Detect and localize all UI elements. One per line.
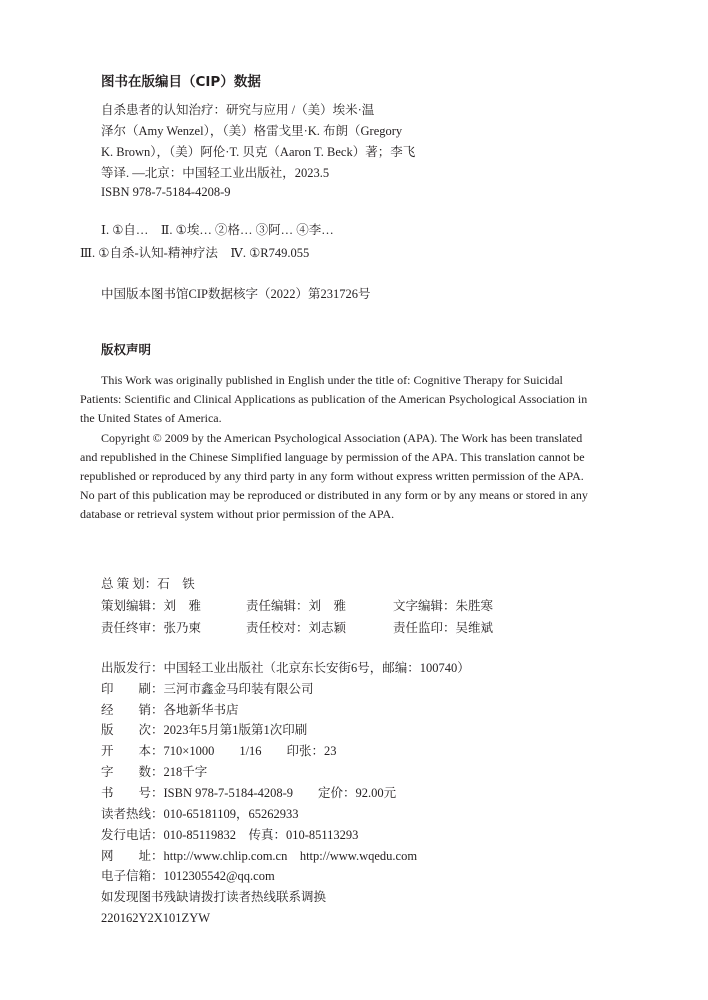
print-code: 220162Y2X101ZYW: [101, 911, 211, 925]
cip-entry-line: 自杀患者的认知治疗：研究与应用 /（美）埃米·温: [101, 103, 375, 117]
pub-row-printer: [101, 681, 314, 697]
copyright-text-line: the United States of America.: [80, 411, 222, 425]
responsible-editor: 责任编辑：刘 雅: [246, 599, 347, 613]
planning-editor: 策划编辑：刘 雅: [101, 599, 202, 613]
pub-label: 发行电话：: [101, 828, 164, 842]
production-supervisor: 责任监印：吴维斌: [393, 621, 494, 635]
pub-label: 印 刷：: [101, 682, 164, 696]
pub-label: 开 本：: [101, 744, 164, 758]
pub-row-edition: [101, 722, 307, 738]
pub-row-distributor: [101, 702, 239, 718]
pub-label: 字 数：: [101, 765, 164, 779]
pub-label: 经 销：: [101, 703, 164, 717]
cip-number: 中国版本图书馆CIP数据核字（2022）第231726号: [101, 287, 371, 301]
copyright-text-line: database or retrieval system without prior permission of the APA.: [80, 507, 395, 521]
pub-label: 出版发行：: [101, 661, 164, 675]
cip-heading: 图书在版编目（CIP）数据: [101, 74, 261, 90]
copyright-text-line: republished or reproduced by any third party in any form without express written permission of the APA.: [80, 469, 584, 483]
pub-value: 010-65181109，65262933: [163, 807, 299, 821]
pub-label: 书 号：: [101, 786, 164, 800]
pub-row-website: [101, 848, 417, 864]
copy-editor: 文字编辑：朱胜寒: [393, 599, 494, 613]
cip-classification-line: Ⅰ. ①自… Ⅱ. ①埃… ②格… ③阿… ④李…: [101, 223, 334, 237]
pub-row-isbn-price: [101, 785, 396, 801]
pub-value: 三河市鑫金马印装有限公司: [163, 682, 314, 696]
final-reviewer: 责任终审：张乃柬: [101, 621, 202, 635]
pub-value: 010-85119832 传真：010-85113293: [163, 828, 359, 842]
copyright-text-line: No part of this publication may be reproduced or distributed in any form or by any means or stored in any: [80, 488, 588, 502]
pub-value: 710×1000 1/16 印张：23: [163, 744, 337, 758]
pub-label: 电子信箱：: [101, 869, 164, 883]
pub-row-reader-hotline: [101, 806, 298, 822]
pub-value: 2023年5月第1版第1次印刷: [163, 723, 308, 737]
copyright-text-line: Patients: Scientific and Clinical Applications as publication of the American Psychological Association in: [80, 392, 588, 406]
pub-value: 各地新华书店: [163, 703, 239, 717]
pub-value: http://www.chlip.com.cn http://www.wqedu.com: [163, 849, 418, 863]
pub-value: 1012305542@qq.com: [163, 869, 275, 883]
pub-label: 读者热线：: [101, 807, 164, 821]
pub-label: 网 址：: [101, 849, 164, 863]
pub-value: 中国轻工业出版社（北京东长安街6号，邮编：100740）: [163, 661, 470, 675]
cip-entry-line: 等译. —北京：中国轻工业出版社，2023.5: [101, 166, 330, 180]
cip-isbn: ISBN 978-7-5184-4208-9: [101, 185, 231, 199]
defect-notice: 如发现图书残缺请拨打读者热线联系调换: [101, 890, 327, 904]
copyright-heading: 版权声明: [101, 342, 152, 357]
proofreader: 责任校对：刘志颖: [246, 621, 347, 635]
copyright-text-line: This Work was originally published in English under the title of: Cognitive Therapy for Suicidal: [101, 373, 563, 387]
chief-planner: 总 策 划：石 铁: [101, 577, 195, 591]
copyright-text-line: Copyright © 2009 by the American Psychological Association (APA). The Work has been translated: [101, 431, 583, 445]
pub-label: 版 次：: [101, 723, 164, 737]
cip-classification-line: Ⅲ. ①自杀-认知-精神疗法 Ⅳ. ①R749.055: [80, 246, 310, 260]
cip-entry-line: K. Brown），（美）阿伦·T. 贝克（Aaron T. Beck）著；李飞: [101, 145, 416, 159]
pub-row-publisher: [101, 660, 470, 676]
pub-row-format: [101, 743, 337, 759]
pub-row-sales-phone: [101, 827, 358, 843]
pub-value: 218千字: [163, 765, 208, 779]
copyright-text-line: and republished in the Chinese Simplified language by permission of the APA. This translation cannot be: [80, 450, 585, 464]
pub-value: ISBN 978-7-5184-4208-9 定价：92.00元: [163, 786, 397, 800]
pub-row-email: [101, 868, 275, 884]
pub-row-word-count: [101, 764, 207, 780]
cip-entry-line: 泽尔（Amy Wenzel），（美）格雷戈里·K. 布朗（Gregory: [101, 124, 403, 138]
